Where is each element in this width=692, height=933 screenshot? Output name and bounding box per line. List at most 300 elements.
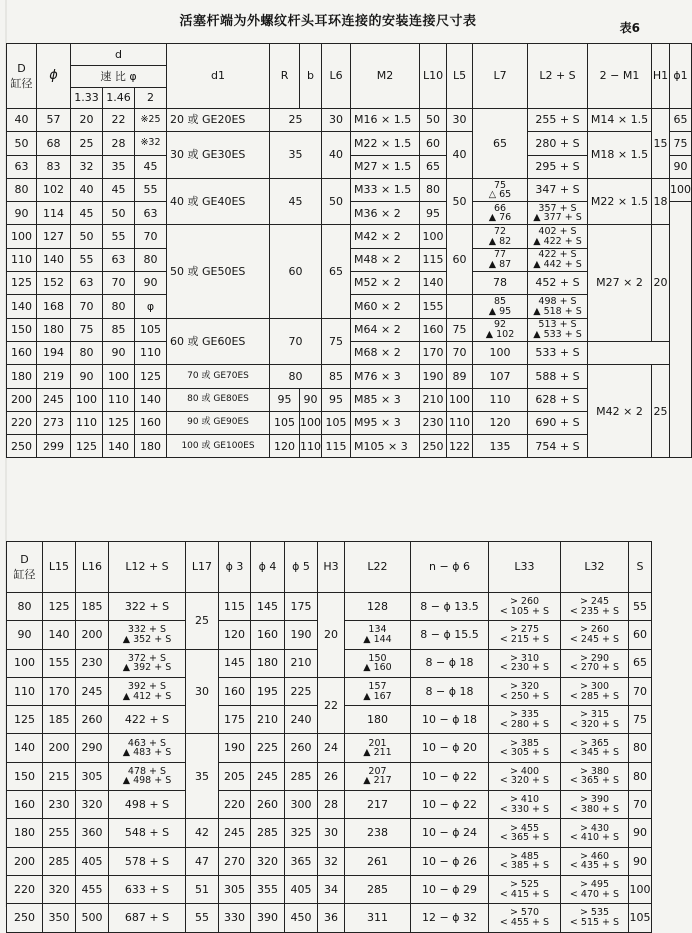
cell-phi4: 195 [251,677,285,705]
cell-d: 55 [71,248,103,271]
cell-H3: 20 [318,593,345,678]
cell-L10: 100 [420,225,447,248]
cell-phi5: 325 [285,819,318,847]
cell-L33: > 410 < 330 + S [489,791,561,819]
cell-L2S: 280 + S [528,132,588,155]
cell-L10: 80 [420,178,447,201]
header-n-phi6: n − ϕ 6 [411,542,489,593]
cell-S: 105 [629,904,652,932]
cell-n-phi6: 12 − ϕ 32 [411,904,489,932]
cell-phi4: 355 [251,875,285,903]
cell-L15: 200 [43,734,76,762]
cell-L22: 207 ▲ 217 [345,762,411,790]
cell-L10: 60 [420,132,447,155]
cell-L6: 65 [322,225,351,318]
cell-L22: 128 [345,593,411,621]
cell-L10: 155 [420,295,447,318]
cell-L5: 110 [447,411,473,434]
cell-D: 125 [7,272,37,295]
cell-L32: > 260 < 245 + S [561,621,629,649]
cell-L17: 47 [186,847,219,875]
cell-D: 110 [7,677,43,705]
cell-M2: M22 × 1.5 [351,132,420,155]
cell-L16: 455 [76,875,109,903]
cell-M2: M68 × 2 [351,341,420,364]
cell-d: 50 [103,202,135,225]
cell-L7: 110 [473,388,528,411]
cell-d: 55 [135,178,167,201]
cell-M2: M16 × 1.5 [351,109,420,132]
cell-phi4: 260 [251,791,285,819]
cell-phi5: 285 [285,762,318,790]
cell-L16: 305 [76,762,109,790]
cell-L7: 65 [473,109,528,179]
cell-phi: 168 [37,295,71,318]
cell-L7: 100 [473,341,528,364]
cell-d: 180 [135,435,167,458]
cell-b: 90 [300,388,322,411]
cell-L33: > 320 < 250 + S [489,677,561,705]
cell-phi: 114 [37,202,71,225]
cell-phi: 180 [37,318,71,341]
table-row [7,178,692,201]
cell-H1: 15 [652,109,670,179]
header-phi3: ϕ 3 [219,542,251,593]
cell-phi: 219 [37,365,71,388]
cell-L2S: 628 + S [528,388,588,411]
cell-d: 90 [103,341,135,364]
cell-d: 55 [103,225,135,248]
cell-L7: 72 ▲ 82 [473,225,528,248]
cell-L17: 30 [186,649,219,734]
cell-L10: 115 [420,248,447,271]
cell-M2: M64 × 2 [351,318,420,341]
cell-R: 45 [270,178,322,225]
cell-phi: 194 [37,341,71,364]
cell-L6: 95 [322,388,351,411]
cell-L7: 85 ▲ 95 [473,295,528,318]
header-L22: L22 [345,542,411,593]
header-phi5: ϕ 5 [285,542,318,593]
cell-L33: > 570 < 455 + S [489,904,561,932]
header-L10: L10 [420,44,447,109]
table-row [7,132,692,155]
cell-L16: 185 [76,593,109,621]
header-phi1: ϕ1 [670,44,692,109]
cell-phi3: 175 [219,706,251,734]
header-D: D 缸径 [7,44,37,109]
cell-S: 65 [629,649,652,677]
cell-M1: M22 × 1.5 [588,178,652,225]
cell-R: 60 [270,225,322,318]
cell-n-phi6: 10 − ϕ 18 [411,706,489,734]
cell-phi: 245 [37,388,71,411]
cell-phi: 273 [37,411,71,434]
header-d: d [71,44,167,66]
cell-L22: 201 ▲ 211 [345,734,411,762]
header-S: S [629,542,652,593]
cell-D: 40 [7,109,37,132]
table-row [7,762,652,790]
cell-L15: 230 [43,791,76,819]
cell-R: 95 [270,388,300,411]
header-L6: L6 [322,44,351,109]
cell-d: 63 [103,248,135,271]
cell-L12S: 332 + S ▲ 352 + S [109,621,186,649]
cell-d1: 30 或 GE30ES [167,132,270,179]
cell-D: 110 [7,248,37,271]
header-ratio-1: 1.33 [71,88,103,109]
cell-L22: 157 ▲ 167 [345,677,411,705]
cell-M1: M14 × 1.5 [588,109,652,132]
header-M2: M2 [351,44,420,109]
cell-d: 80 [135,248,167,271]
cell-D: 140 [7,734,43,762]
cell-L22: 150 ▲ 160 [345,649,411,677]
header-D: D 缸径 [7,542,43,593]
cell-S: 70 [629,791,652,819]
cell-L10: 250 [420,435,447,458]
cell-M2: M76 × 3 [351,365,420,388]
cell-d: ※32 [135,132,167,155]
cell-L12S: 548 + S [109,819,186,847]
cell-L5: 30 [447,109,473,132]
header-phi4: ϕ 4 [251,542,285,593]
cell-L6: 50 [322,178,351,225]
header-L17: L17 [186,542,219,593]
cell-phi3: 270 [219,847,251,875]
cell-phi5: 365 [285,847,318,875]
cell-L12S: 322 + S [109,593,186,621]
cell-L12S: 372 + S ▲ 392 + S [109,649,186,677]
cell-M2: M33 × 1.5 [351,178,420,201]
cell-L12S: 392 + S ▲ 412 + S [109,677,186,705]
cell-phi5: 450 [285,904,318,932]
cell-D: 160 [7,791,43,819]
cell-d: 140 [103,435,135,458]
header-d1: d1 [167,44,270,109]
table-row [7,225,692,248]
cell-L2S: 402 + S ▲ 422 + S [528,225,588,248]
cell-L17: 51 [186,875,219,903]
cell-phi3: 145 [219,649,251,677]
cell-phi3: 190 [219,734,251,762]
cell-H1: 25 [652,365,670,458]
cell-d: 125 [135,365,167,388]
cell-L17: 35 [186,734,219,819]
cell-phi: 127 [37,225,71,248]
cell-phi5: 190 [285,621,318,649]
cell-L7: 135 [473,435,528,458]
cell-M1: M18 × 1.5 [588,132,652,179]
cell-L15: 125 [43,593,76,621]
cell-L32: > 430 < 410 + S [561,819,629,847]
mounting-dimensions-table-lower [6,541,652,933]
cell-L2S: 347 + S [528,178,588,201]
cell-L2S: 295 + S [528,155,588,178]
cell-b: 100 [300,411,322,434]
cell-R: 80 [270,365,322,388]
cell-L32: > 300 < 285 + S [561,677,629,705]
header-ratio-2: 1.46 [103,88,135,109]
header-L16: L16 [76,542,109,593]
cell-R: 105 [270,411,300,434]
cell-n-phi6: 10 − ϕ 22 [411,762,489,790]
cell-phi5: 225 [285,677,318,705]
cell-phi4: 245 [251,762,285,790]
cell-d: 63 [135,202,167,225]
header-L5: L5 [447,44,473,109]
cell-L15: 350 [43,904,76,932]
cell-phi4: 225 [251,734,285,762]
cell-d: 90 [135,272,167,295]
cell-phi5: 175 [285,593,318,621]
table-row [7,904,652,932]
cell-D: 180 [7,365,37,388]
cell-L15: 285 [43,847,76,875]
cell-L10: 190 [420,365,447,388]
cell-n-phi6: 10 − ϕ 24 [411,819,489,847]
cell-phi3: 120 [219,621,251,649]
cell-H1: 20 [652,225,670,341]
cell-L15: 155 [43,649,76,677]
cell-L22: 261 [345,847,411,875]
cell-phi5: 300 [285,791,318,819]
cell-n-phi6: 8 − ϕ 15.5 [411,621,489,649]
cell-L7: 120 [473,411,528,434]
cell-L12S: 498 + S [109,791,186,819]
cell-D: 150 [7,762,43,790]
cell-d: 75 [71,318,103,341]
cell-L2S: 690 + S [528,411,588,434]
cell-n-phi6: 10 − ϕ 26 [411,847,489,875]
cell-L22: 134 ▲ 144 [345,621,411,649]
cell-n-phi6: 8 − ϕ 18 [411,677,489,705]
header-R: R [270,44,300,109]
cell-phi: 102 [37,178,71,201]
cell-d: 45 [71,202,103,225]
cell-L15: 170 [43,677,76,705]
cell-M2: M42 × 2 [351,225,420,248]
cell-phi: 83 [37,155,71,178]
cell-L6: 75 [322,318,351,365]
cell-M2: M95 × 3 [351,411,420,434]
cell-d: 110 [135,341,167,364]
cell-H3: 32 [318,847,345,875]
cell-phi4: 145 [251,593,285,621]
cell-d: 100 [71,388,103,411]
cell-d: 125 [71,435,103,458]
cell-L2S: 588 + S [528,365,588,388]
cell-phi5: 210 [285,649,318,677]
cell-L6: 30 [322,109,351,132]
cell-L17: 25 [186,593,219,650]
cell-D: 90 [7,202,37,225]
cell-D: 220 [7,875,43,903]
cell-L6: 115 [322,435,351,458]
cell-L2S: 422 + S ▲ 442 + S [528,248,588,271]
cell-phi3: 245 [219,819,251,847]
cell-L2S: 533 + S [528,341,588,364]
cell-b: 110 [300,435,322,458]
cell-d: φ [135,295,167,318]
header-phi: ϕ [37,44,71,109]
cell-M2: M85 × 3 [351,388,420,411]
cell-L10: 140 [420,272,447,295]
cell-d: 100 [103,365,135,388]
cell-L16: 290 [76,734,109,762]
cell-L16: 360 [76,819,109,847]
table-row [7,819,652,847]
cell-L12S: 478 + S ▲ 498 + S [109,762,186,790]
cell-d1: 70 或 GE70ES [167,365,270,388]
cell-d: 80 [103,295,135,318]
table-row [7,593,652,621]
cell-H3: 28 [318,791,345,819]
cell-M1: M27 × 2 [588,225,652,341]
cell-phi3: 305 [219,875,251,903]
cell-R: 25 [270,109,322,132]
cell-L7: 107 [473,365,528,388]
cell-L6: 85 [322,365,351,388]
cell-L5: 75 [447,318,473,341]
cell-d: 105 [135,318,167,341]
cell-L16: 320 [76,791,109,819]
cell-L32: > 245 < 235 + S [561,593,629,621]
header-ratio-3: 2 [135,88,167,109]
cell-H3: 36 [318,904,345,932]
cell-d: 25 [71,132,103,155]
cell-L22: 311 [345,904,411,932]
header-L12S: L12 + S [109,542,186,593]
cell-phi4: 210 [251,706,285,734]
table-row [7,109,692,132]
cell-L33: > 525 < 415 + S [489,875,561,903]
cell-L33: > 485 < 385 + S [489,847,561,875]
cell-L10: 210 [420,388,447,411]
cell-L17: 42 [186,819,219,847]
cell-R: 35 [270,132,322,179]
cell-D: 220 [7,411,37,434]
header-L32: L32 [561,542,629,593]
cell-D: 250 [7,435,37,458]
cell-phi4: 390 [251,904,285,932]
cell-d: 28 [103,132,135,155]
cell-d: 160 [135,411,167,434]
cell-D: 200 [7,388,37,411]
cell-M2: M36 × 2 [351,202,420,225]
cell-phi: 299 [37,435,71,458]
header-M1: 2 − M1 [588,44,652,109]
cell-L15: 140 [43,621,76,649]
cell-M2: M105 × 3 [351,435,420,458]
cell-L2S: 498 + S ▲ 518 + S [528,295,588,318]
cell-D: 250 [7,904,43,932]
cell-phi3: 220 [219,791,251,819]
cell-M1: M42 × 2 [588,365,652,458]
cell-S: 90 [629,847,652,875]
cell-L5: 50 [447,178,473,225]
cell-L10: 95 [420,202,447,225]
cell-M2: M27 × 1.5 [351,155,420,178]
cell-H3: 34 [318,875,345,903]
cell-d: 90 [71,365,103,388]
cell-d: 22 [103,109,135,132]
cell-phi: 57 [37,109,71,132]
cell-L2S: 513 + S ▲ 533 + S [528,318,588,341]
cell-L33: > 385 < 305 + S [489,734,561,762]
cell-L10: 50 [420,109,447,132]
cell-H3: 22 [318,677,345,734]
cell-L33: > 260 < 105 + S [489,593,561,621]
cell-d1: 80 或 GE80ES [167,388,270,411]
cell-L10: 230 [420,411,447,434]
cell-L15: 320 [43,875,76,903]
cell-R: 120 [270,435,300,458]
cell-H3: 26 [318,762,345,790]
cell-d: 50 [71,225,103,248]
cell-phi4: 180 [251,649,285,677]
cell-d1: 60 或 GE60ES [167,318,270,365]
header-speed-ratio: 速 比 φ [71,66,167,88]
table-row [7,791,652,819]
cell-L2S: 357 + S ▲ 377 + S [528,202,588,225]
cell-L32: > 495 < 470 + S [561,875,629,903]
cell-n-phi6: 10 − ϕ 20 [411,734,489,762]
cell-d: 70 [135,225,167,248]
cell-S: 80 [629,762,652,790]
header-H3: H3 [318,542,345,593]
cell-H1: 18 [652,178,670,225]
cell-L5: 60 [447,225,473,295]
cell-D: 180 [7,819,43,847]
cell-phi4: 160 [251,621,285,649]
cell-L15: 255 [43,819,76,847]
cell-L15: 185 [43,706,76,734]
cell-L6: 105 [322,411,351,434]
cell-L32: > 535 < 515 + S [561,904,629,932]
cell-phi3: 160 [219,677,251,705]
cell-D: 50 [7,132,37,155]
cell-L10: 65 [420,155,447,178]
cell-L15: 215 [43,762,76,790]
cell-L32: > 380 < 365 + S [561,762,629,790]
cell-L32: > 290 < 270 + S [561,649,629,677]
cell-L12S: 463 + S ▲ 483 + S [109,734,186,762]
cell-D: 140 [7,295,37,318]
cell-S: 100 [629,875,652,903]
cell-S: 75 [629,706,652,734]
cell-phi1-empty [670,202,692,458]
cell-phi4: 285 [251,819,285,847]
cell-d: 70 [71,295,103,318]
cell-D: 63 [7,155,37,178]
table-number: 表6 [619,21,640,35]
cell-D: 80 [7,178,37,201]
cell-d: 63 [71,272,103,295]
cell-D: 160 [7,341,37,364]
cell-L10: 160 [420,318,447,341]
cell-L5: 100 [447,388,473,411]
cell-L33: > 310 < 230 + S [489,649,561,677]
cell-n-phi6: 8 − ϕ 18 [411,649,489,677]
cell-D: 200 [7,847,43,875]
cell-H3: 24 [318,734,345,762]
cell-d: 45 [135,155,167,178]
cell-d: 110 [71,411,103,434]
cell-L22: 285 [345,875,411,903]
cell-L10: 170 [420,341,447,364]
